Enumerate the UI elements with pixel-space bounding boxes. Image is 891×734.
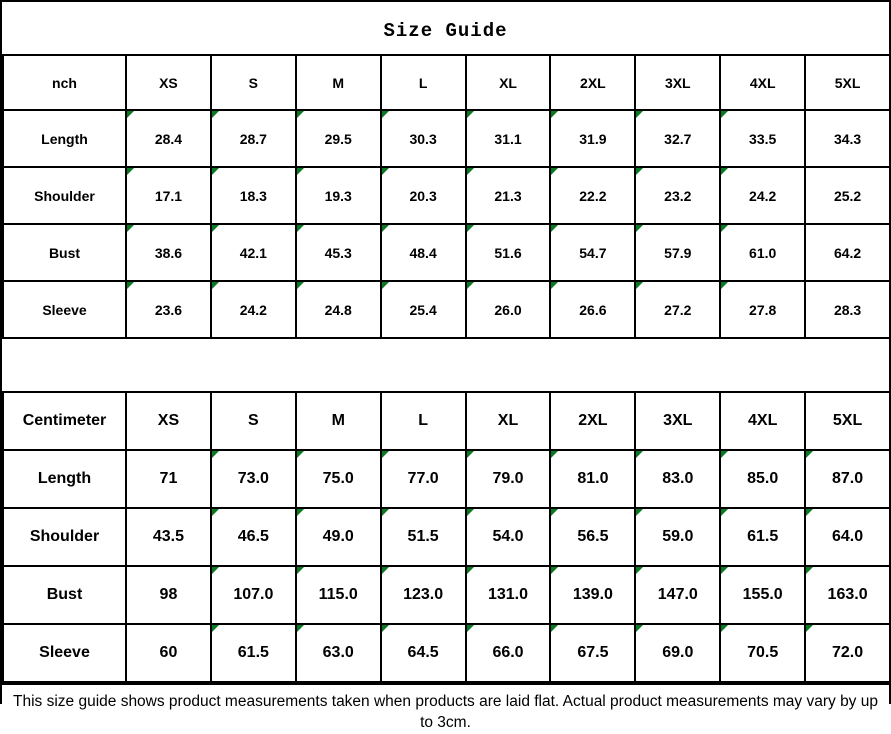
cell-length-xl: 31.1 [466, 110, 551, 167]
row-label-sleeve: Sleeve [3, 624, 126, 682]
size-header-s: S [211, 55, 296, 110]
size-header-l: L [381, 55, 466, 110]
cell-shoulder-xl: 54.0 [466, 508, 551, 566]
row-label-length: Length [3, 450, 126, 508]
size-header-xl: XL [466, 392, 551, 450]
cell-length-2xl: 81.0 [550, 450, 635, 508]
row-label-bust: Bust [3, 224, 126, 281]
cell-shoulder-s: 46.5 [211, 508, 296, 566]
cell-sleeve-xs: 23.6 [126, 281, 211, 338]
cell-length-5xl: 34.3 [805, 110, 890, 167]
row-label-shoulder: Shoulder [3, 508, 126, 566]
cell-sleeve-5xl: 28.3 [805, 281, 890, 338]
cell-bust-s: 107.0 [211, 566, 296, 624]
cell-shoulder-xl: 21.3 [466, 167, 551, 224]
size-header-5xl: 5XL [805, 392, 890, 450]
size-header-xs: XS [126, 392, 211, 450]
size-header-s: S [211, 392, 296, 450]
cell-length-l: 77.0 [381, 450, 466, 508]
cell-shoulder-2xl: 56.5 [550, 508, 635, 566]
table-header-row [3, 55, 890, 110]
size-header-xs: XS [126, 55, 211, 110]
cell-sleeve-xs: 60 [126, 624, 211, 682]
table-row [3, 566, 890, 624]
cell-length-m: 75.0 [296, 450, 381, 508]
cell-shoulder-4xl: 61.5 [720, 508, 805, 566]
cell-sleeve-l: 64.5 [381, 624, 466, 682]
cell-shoulder-2xl: 22.2 [550, 167, 635, 224]
cell-bust-3xl: 57.9 [635, 224, 720, 281]
size-header-l: L [381, 392, 466, 450]
table-row [3, 281, 890, 338]
table-header-row [3, 392, 890, 450]
table-row [3, 450, 890, 508]
size-header-3xl: 3XL [635, 392, 720, 450]
size-header-m: M [296, 55, 381, 110]
cell-bust-l: 48.4 [381, 224, 466, 281]
cell-sleeve-s: 24.2 [211, 281, 296, 338]
cell-shoulder-5xl: 25.2 [805, 167, 890, 224]
cell-length-3xl: 32.7 [635, 110, 720, 167]
cell-bust-3xl: 147.0 [635, 566, 720, 624]
cell-sleeve-xl: 26.0 [466, 281, 551, 338]
cell-shoulder-l: 20.3 [381, 167, 466, 224]
table-row [3, 167, 890, 224]
cell-bust-5xl: 163.0 [805, 566, 890, 624]
cell-bust-xl: 51.6 [466, 224, 551, 281]
cell-length-5xl: 87.0 [805, 450, 890, 508]
cell-shoulder-xs: 17.1 [126, 167, 211, 224]
size-guide-footnote: This size guide shows product measurements taken when products are laid flat. Actual product measurements may vary by up to 3cm. [2, 683, 889, 734]
cell-sleeve-m: 24.8 [296, 281, 381, 338]
cell-shoulder-4xl: 24.2 [720, 167, 805, 224]
cell-length-2xl: 31.9 [550, 110, 635, 167]
cell-shoulder-l: 51.5 [381, 508, 466, 566]
table-row [3, 224, 890, 281]
table-row [3, 624, 890, 682]
cell-shoulder-m: 19.3 [296, 167, 381, 224]
size-header-4xl: 4XL [720, 55, 805, 110]
size-header-2xl: 2XL [550, 392, 635, 450]
cell-sleeve-xl: 66.0 [466, 624, 551, 682]
row-label-length: Length [3, 110, 126, 167]
cell-length-m: 29.5 [296, 110, 381, 167]
size-header-xl: XL [466, 55, 551, 110]
imperial-size-table [2, 54, 891, 339]
page-title: Size Guide [383, 20, 508, 42]
table-row [3, 110, 890, 167]
size-header-4xl: 4XL [720, 392, 805, 450]
cell-bust-m: 45.3 [296, 224, 381, 281]
row-label-sleeve: Sleeve [3, 281, 126, 338]
metric-size-table [2, 391, 891, 683]
cell-bust-xs: 38.6 [126, 224, 211, 281]
cell-bust-s: 42.1 [211, 224, 296, 281]
cell-shoulder-m: 49.0 [296, 508, 381, 566]
cell-shoulder-3xl: 23.2 [635, 167, 720, 224]
cell-sleeve-2xl: 67.5 [550, 624, 635, 682]
size-header-2xl: 2XL [550, 55, 635, 110]
cell-length-4xl: 33.5 [720, 110, 805, 167]
cell-sleeve-2xl: 26.6 [550, 281, 635, 338]
unit-header: Centimeter [3, 392, 126, 450]
cell-bust-4xl: 61.0 [720, 224, 805, 281]
size-header-m: M [296, 392, 381, 450]
cell-bust-l: 123.0 [381, 566, 466, 624]
cell-length-xs: 28.4 [126, 110, 211, 167]
cell-length-4xl: 85.0 [720, 450, 805, 508]
cell-shoulder-3xl: 59.0 [635, 508, 720, 566]
cell-sleeve-4xl: 70.5 [720, 624, 805, 682]
cell-bust-xl: 131.0 [466, 566, 551, 624]
cell-length-s: 73.0 [211, 450, 296, 508]
size-header-5xl: 5XL [805, 55, 890, 110]
size-header-3xl: 3XL [635, 55, 720, 110]
cell-length-s: 28.7 [211, 110, 296, 167]
cell-bust-2xl: 54.7 [550, 224, 635, 281]
cell-shoulder-5xl: 64.0 [805, 508, 890, 566]
cell-sleeve-l: 25.4 [381, 281, 466, 338]
cell-length-l: 30.3 [381, 110, 466, 167]
cell-sleeve-m: 63.0 [296, 624, 381, 682]
cell-sleeve-3xl: 27.2 [635, 281, 720, 338]
cell-bust-4xl: 155.0 [720, 566, 805, 624]
cell-bust-m: 115.0 [296, 566, 381, 624]
cell-length-xs: 71 [126, 450, 211, 508]
cell-sleeve-3xl: 69.0 [635, 624, 720, 682]
table-spacer [2, 339, 889, 391]
cell-sleeve-4xl: 27.8 [720, 281, 805, 338]
cell-shoulder-s: 18.3 [211, 167, 296, 224]
cell-bust-xs: 98 [126, 566, 211, 624]
cell-bust-5xl: 64.2 [805, 224, 890, 281]
cell-sleeve-5xl: 72.0 [805, 624, 890, 682]
cell-bust-2xl: 139.0 [550, 566, 635, 624]
cell-shoulder-xs: 43.5 [126, 508, 211, 566]
unit-header: nch [3, 55, 126, 110]
row-label-bust: Bust [3, 566, 126, 624]
row-label-shoulder: Shoulder [3, 167, 126, 224]
cell-length-3xl: 83.0 [635, 450, 720, 508]
cell-length-xl: 79.0 [466, 450, 551, 508]
cell-sleeve-s: 61.5 [211, 624, 296, 682]
table-row [3, 508, 890, 566]
